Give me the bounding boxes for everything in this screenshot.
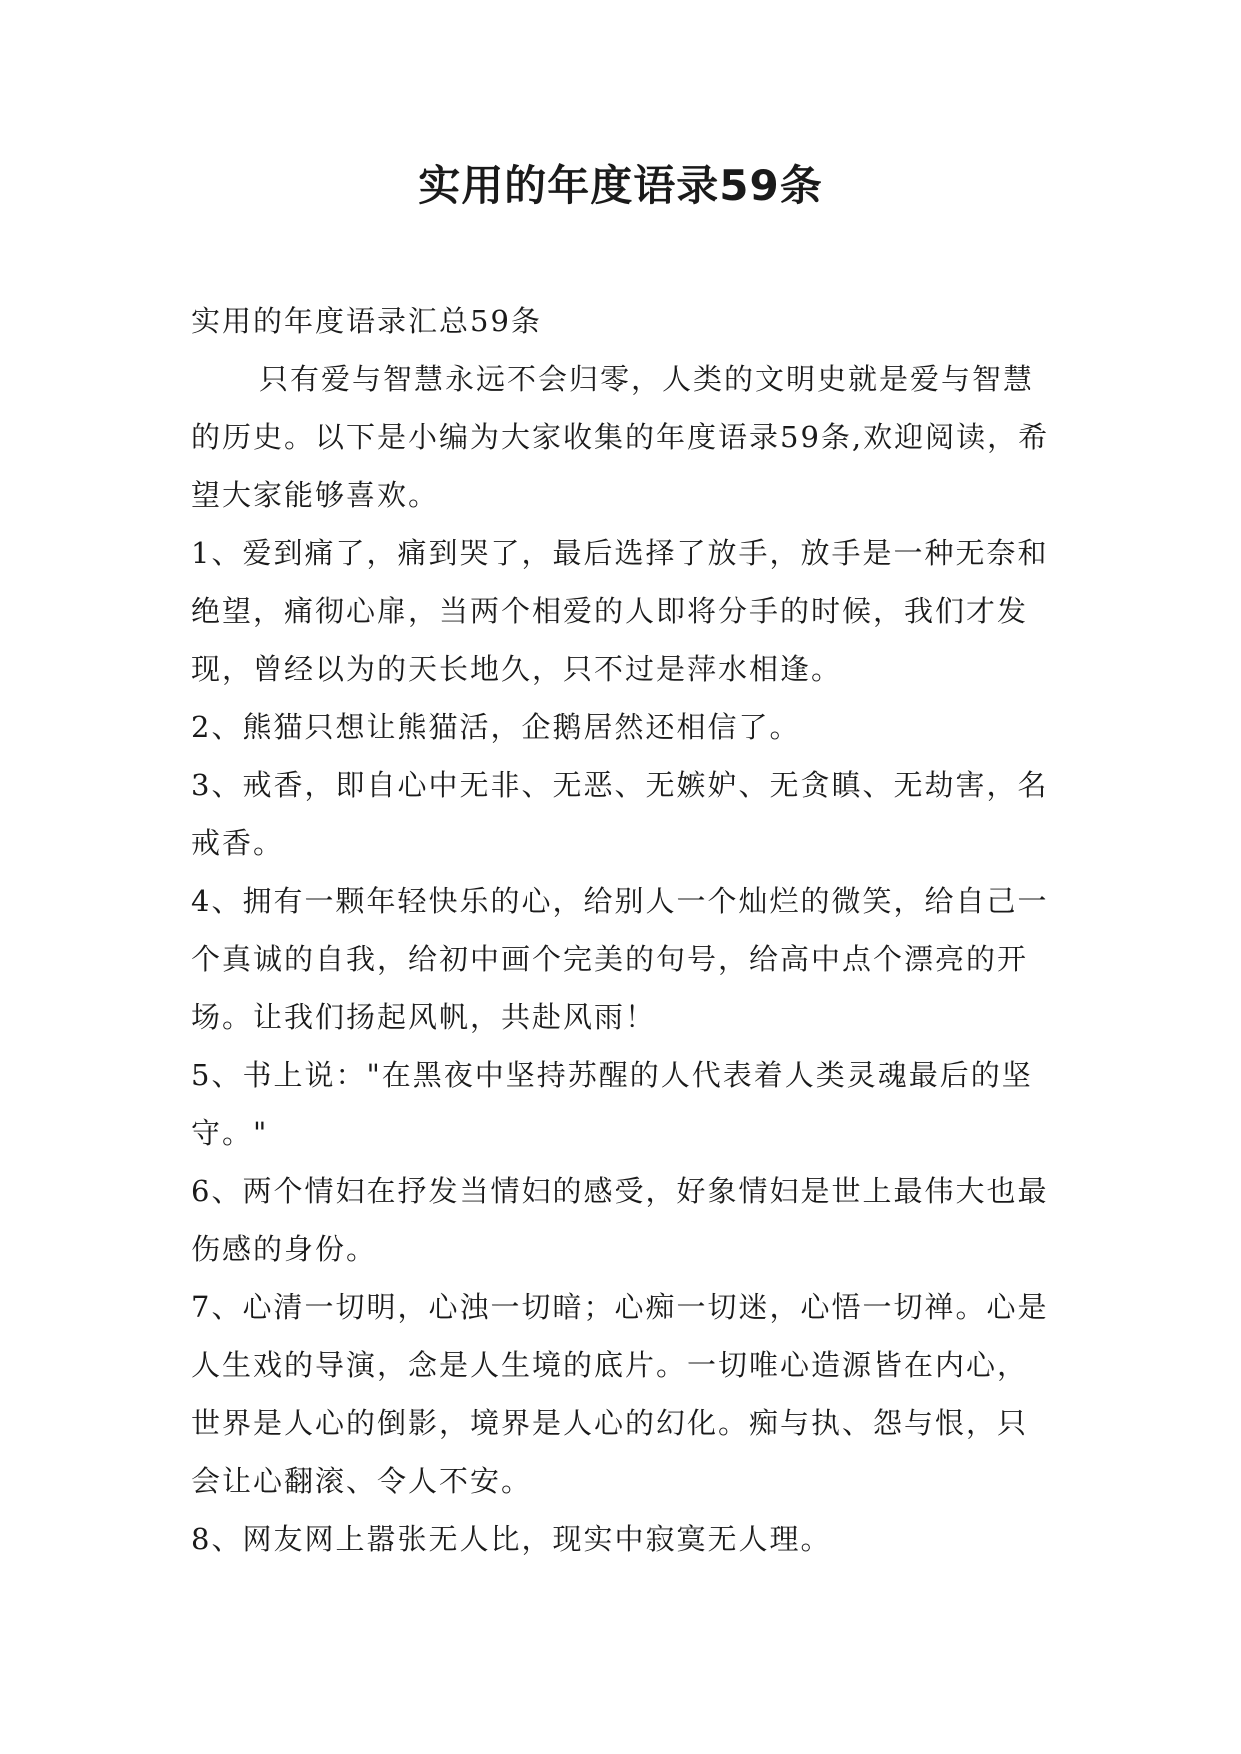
quote-item-8: 8、网友网上嚣张无人比，现实中寂寞无人理。 [191,1522,832,1556]
intro-paragraph: 只有爱与智慧永远不会归零，人类的文明史就是爱与智慧的历史。以下是小编为大家收集的年度语录59条,欢迎阅读，希望大家能够喜欢。 [191,362,1050,512]
quote-item-2: 2、熊猫只想让熊猫活，企鹅居然还相信了。 [191,710,801,744]
quote-item-3: 3、戒香，即自心中无非、无恶、无嫉妒、无贪瞋、无劫害，名戒香。 [191,768,1049,860]
quote-item-6: 6、两个情妇在抒发当情妇的感受，好象情妇是世上最伟大也最伤感的身份。 [191,1174,1049,1266]
quote-item-4: 4、拥有一颗年轻快乐的心，给别人一个灿烂的微笑，给自己一个真诚的自我，给初中画个完美的句号，给高中点个漂亮的开场。让我们扬起风帆，共赴风雨！ [191,884,1049,1034]
document-subtitle: 实用的年度语录汇总59条 [191,304,542,338]
document-title: 实用的年度语录59条 [418,161,823,210]
quote-item-7: 7、心清一切明，心浊一切暗；心痴一切迷，心悟一切禅。心是人生戏的导演，念是人生境的底片。一切唯心造源皆在内心，世界是人心的倒影，境界是人心的幻化。痴与执、怨与恨，只会让心翻滚、令人不安。 [191,1290,1049,1498]
quote-item-5: 5、书上说："在黑夜中坚持苏醒的人代表着人类灵魂最后的坚守。" [191,1058,1033,1150]
quote-item-1: 1、爱到痛了，痛到哭了，最后选择了放手，放手是一种无奈和绝望，痛彻心扉，当两个相爱的人即将分手的时候，我们才发现，曾经以为的天长地久，只不过是萍水相逢。 [191,536,1049,686]
document-body [191,292,1053,1568]
